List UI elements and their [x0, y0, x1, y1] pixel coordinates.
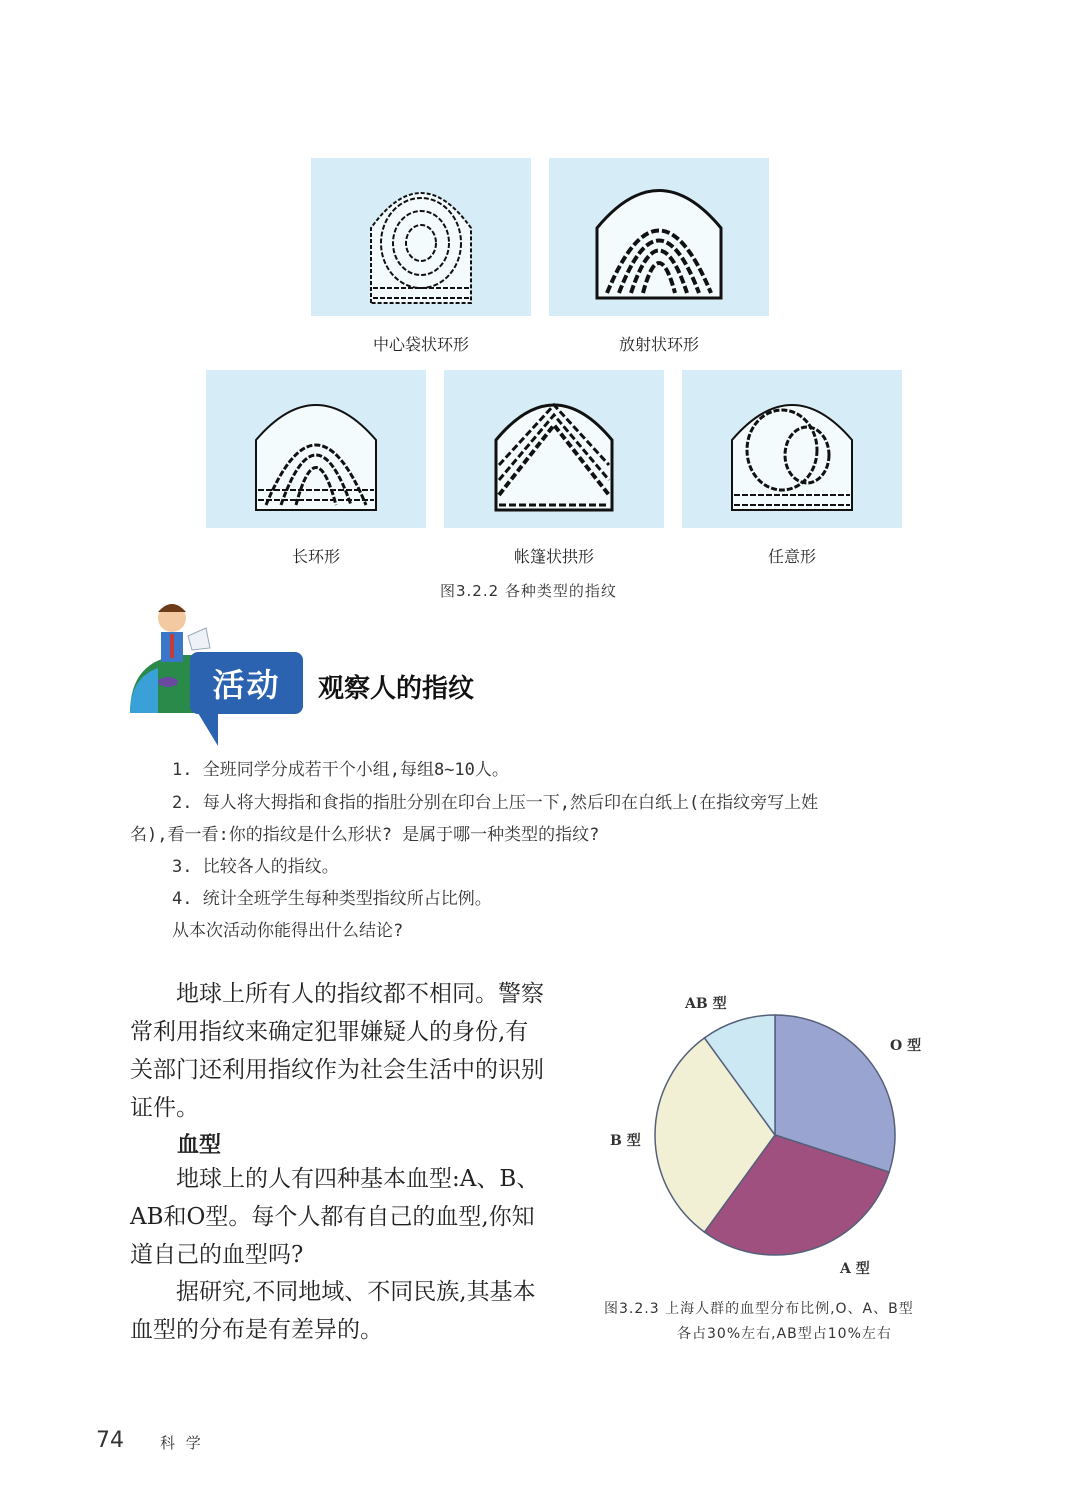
fingerprint-loop-central-pocket [311, 158, 531, 316]
fingerprint-radial-loop [549, 158, 769, 316]
fingerprint-image [206, 370, 426, 528]
pie-label-a: A 型 [840, 1261, 870, 1277]
pie-label-o: O 型 [890, 1038, 922, 1054]
activity-step: 3. 比较各人的指纹。 [172, 857, 339, 877]
activity-question: 从本次活动你能得出什么结论? [172, 921, 404, 941]
figure-caption: 图3.2.2 各种类型的指纹 [440, 582, 617, 600]
activity-step: 2. 每人将大拇指和食指的指肚分别在印台上压一下,然后印在白纸上(在指纹旁写上姓 [172, 793, 819, 813]
fingerprint-accidental [682, 370, 902, 528]
chart-caption-line2: 各占30%左右,AB型占10%左右 [677, 1326, 892, 1342]
activity-step: 1. 全班同学分成若干个小组,每组8~10人。 [172, 760, 509, 780]
paragraph-fingerprints: 地球上所有人的指纹都不相同。警察 常利用指纹来确定犯罪嫌疑人的身份,有 关部门还利用指纹作为社会生活中的识别 证件。 [130, 981, 544, 1121]
pie-label-ab: AB 型 [685, 996, 727, 1012]
activity-title: 观察人的指纹 [318, 674, 475, 704]
fingerprint-tented-arch [444, 370, 664, 528]
paragraph-distribution: 据研究,不同地域、不同民族,其基本 血型的分布是有差异的。 [130, 1279, 536, 1343]
section-heading: 血型 [177, 1133, 222, 1158]
fingerprint-image [682, 370, 902, 528]
pie-label-b: B 型 [610, 1133, 641, 1149]
fingerprint-label: 帐篷状拱形 [513, 547, 594, 566]
fingerprint-image [549, 158, 769, 316]
paragraph-blood-types: 地球上的人有四种基本血型:A、B、 AB和O型。每个人都有自己的血型,你知 道自己的血型吗? [130, 1166, 540, 1268]
fingerprint-label: 放射状环形 [618, 335, 699, 354]
activity-step-continuation: 名),看一看:你的指纹是什么形状? 是属于哪一种类型的指纹? [130, 825, 600, 845]
fingerprint-long-loop [206, 370, 426, 528]
book-subject: 科 学 [160, 1434, 204, 1452]
activity-step: 4. 统计全班学生每种类型指纹所占比例。 [172, 889, 492, 909]
page-number: 74 [96, 1428, 124, 1453]
pie-chart [650, 1010, 900, 1260]
chart-caption-line1: 图3.2.3 上海人群的血型分布比例,O、A、B型 [604, 1301, 914, 1317]
activity-badge: 活动 [190, 652, 303, 714]
fingerprint-label: 任意形 [767, 547, 816, 566]
fingerprint-image [311, 158, 531, 316]
fingerprint-label: 长环形 [291, 547, 340, 566]
fingerprint-label: 中心袋状环形 [372, 335, 469, 354]
fingerprint-image [444, 370, 664, 528]
